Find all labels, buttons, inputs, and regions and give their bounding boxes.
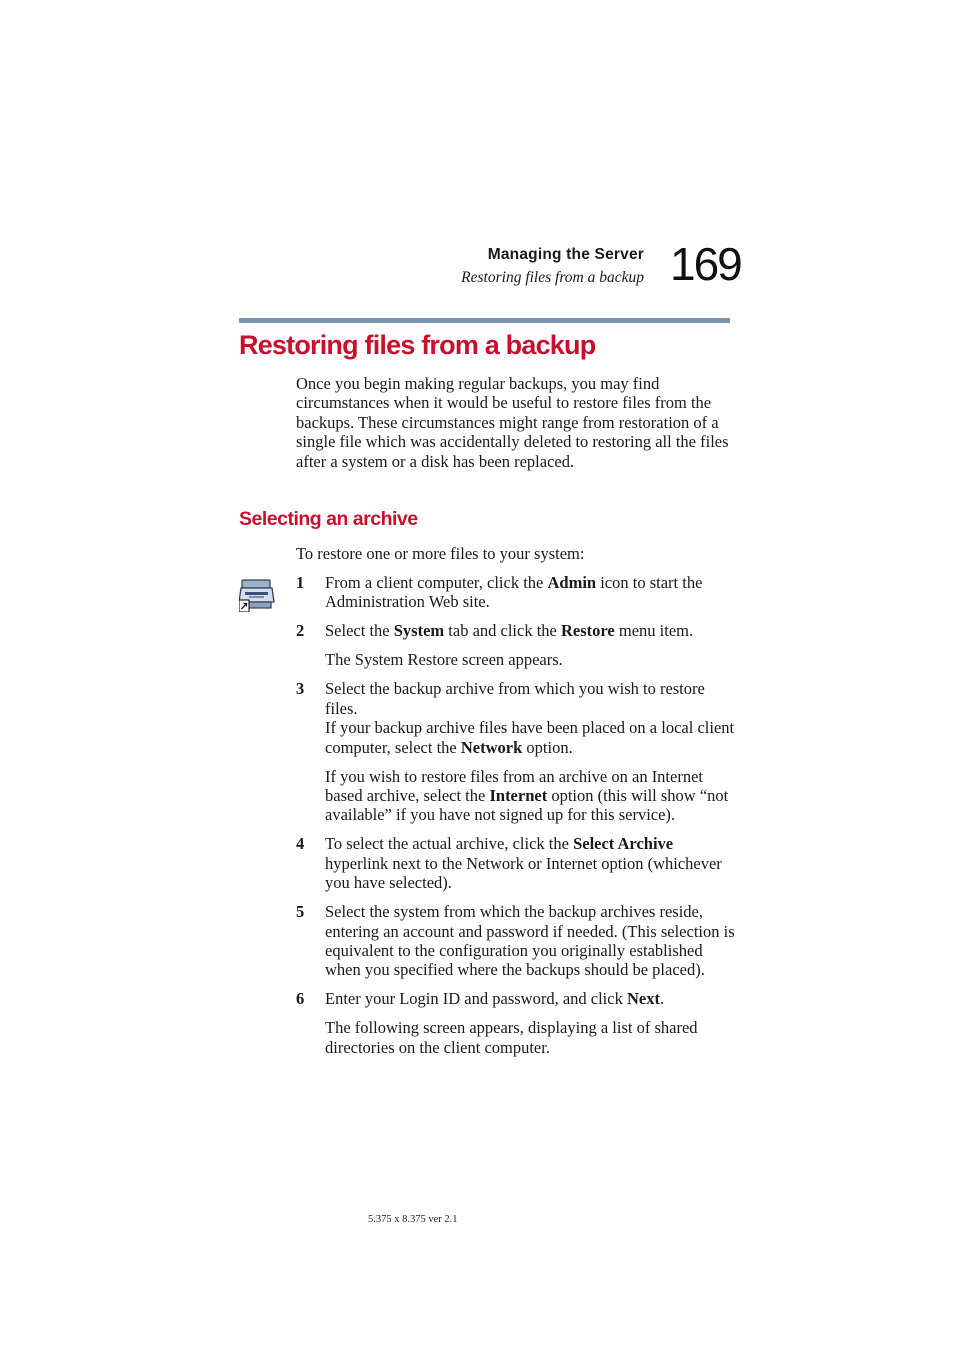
step-3 xyxy=(296,679,736,824)
step-5 xyxy=(296,902,736,980)
step-number: 5 xyxy=(296,902,305,922)
step-result: The following screen appears, displaying a list of shared directories on the client computer. xyxy=(325,1018,698,1057)
step-1 xyxy=(296,573,736,612)
step-text-run: hyperlink next to the Network or Internet option (whichever you have selected). xyxy=(325,853,722,893)
step-text-run: Enter your Login ID and password, and click xyxy=(325,989,627,1009)
step-note xyxy=(325,767,736,825)
running-head xyxy=(461,244,644,290)
ui-term-admin: Admin xyxy=(547,573,597,592)
step-text-run: Select the backup archive from which you wish to restore files. xyxy=(325,679,705,718)
step-text xyxy=(325,989,736,1008)
step-2 xyxy=(296,621,736,669)
step-text-run: From a client computer, click the xyxy=(325,573,548,592)
section-reference: Restoring files from a backup xyxy=(461,269,644,286)
step-text-run: option. xyxy=(522,737,573,757)
ui-term-next: Next xyxy=(626,989,660,1009)
step-text-run: Select the xyxy=(325,621,394,641)
step-6 xyxy=(296,989,736,1057)
step-text-run: If you wish to restore files from an archive on an Internet based archive, select the xyxy=(325,766,703,806)
step-result: The System Restore screen appears. xyxy=(325,650,563,670)
step-text-run: option (this will show “not available” if you have not signed up for this service). xyxy=(325,786,729,825)
intro-paragraph: Once you begin making regular backups, you may find circumstances when it would be useful to restore files from the backups. These circumstances might range from restoration of a single file which was accidentally deleted to restoring all the files after a system or a disk has been replaced. xyxy=(296,374,729,471)
procedure-steps xyxy=(296,573,736,1067)
ui-term-internet: Internet xyxy=(489,786,548,806)
step-text xyxy=(325,573,736,612)
step-number: 6 xyxy=(296,989,305,1009)
step-4 xyxy=(296,834,736,892)
step-text-run: . xyxy=(659,989,665,1009)
step-text xyxy=(325,621,736,640)
step-text xyxy=(325,679,736,757)
ui-term-restore: Restore xyxy=(561,621,615,641)
step-text-run: icon to start the Administration Web site. xyxy=(325,573,703,612)
step-number: 2 xyxy=(296,621,305,641)
step-text-run: tab and click the xyxy=(444,621,561,641)
page-title: Restoring files from a backup xyxy=(239,330,596,360)
step-text: Select the system from which the backup archives reside, entering an account and password if needed. (This selection is equivalent to the configuration you originally established when you specified where the backups should be placed). xyxy=(325,902,735,980)
ui-term-select-archive: Select Archive xyxy=(573,834,674,854)
lead-paragraph: To restore one or more files to your system: xyxy=(296,544,585,563)
admin-computer-icon xyxy=(239,578,275,612)
step-text xyxy=(325,834,736,892)
chapter-title: Managing the Server xyxy=(487,246,644,263)
page-number: 169 xyxy=(670,238,741,290)
step-text-run: If your backup archive files have been placed on a local client computer, select the xyxy=(325,718,735,757)
ui-term-system: System xyxy=(393,621,445,641)
step-number: 1 xyxy=(296,573,305,592)
section-heading: Selecting an archive xyxy=(239,508,418,530)
header-rule xyxy=(239,318,730,323)
ui-term-network: Network xyxy=(460,737,523,757)
step-number: 3 xyxy=(296,679,305,699)
step-number: 4 xyxy=(296,834,305,854)
step-text-run: To select the actual archive, click the xyxy=(325,834,574,854)
step-text-run: menu item. xyxy=(614,621,694,641)
page-footer: 5.375 x 8.375 ver 2.1 xyxy=(368,1214,458,1225)
